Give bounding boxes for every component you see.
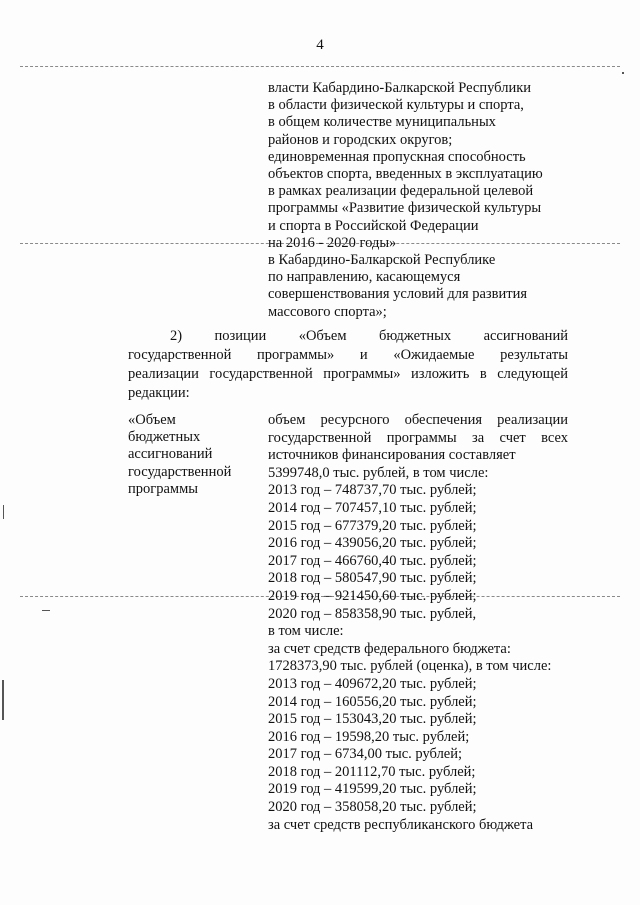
table-content-line: 5399748,0 тыс. рублей, в том числе: (268, 464, 489, 481)
table-content-line: 1728373,90 тыс. рублей (оценка), в том числе: (268, 658, 552, 675)
paragraph-line-1-word: позиции (214, 328, 267, 344)
table-content-line: за счет средств федерального бюджета: (268, 640, 511, 657)
table-content-head-word: счет (499, 429, 526, 446)
continued-line: программы «Развитие физической культуры (268, 200, 542, 217)
paragraph-line-2-word: результаты (500, 347, 568, 363)
table-content-head-word: реализации (497, 412, 568, 428)
table-content-line: 2016 год – 19598,20 тыс. рублей; (268, 728, 470, 745)
table-content-head-word: обеспечения (404, 412, 483, 428)
table-content-line: в том числе: (268, 623, 344, 640)
scan-mark-left-edge (2, 680, 4, 720)
table-label-line: бюджетных (128, 429, 201, 446)
continued-line: в общем количестве муниципальных (268, 114, 496, 131)
paragraph-line-1-word: ассигнований (483, 328, 568, 344)
paragraph-line-1-word: «Объем (298, 328, 347, 344)
table-content-line: 2016 год – 439056,20 тыс. рублей; (268, 535, 477, 552)
table-content-line: 2014 год – 707457,10 тыс. рублей; (268, 499, 477, 516)
paragraph-line-3-word: изложить (411, 366, 470, 382)
paragraph-line-4: редакции: (128, 385, 190, 401)
continued-line: и спорта в Российской Федерации (268, 217, 479, 234)
continued-line: единовременная пропускная способность (268, 148, 526, 165)
continued-line: объектов спорта, введенных в эксплуатацию (268, 166, 543, 183)
table-content-head-word: объем (268, 412, 306, 428)
continued-indicators-block (268, 80, 543, 321)
table-label-line: государственной (128, 463, 232, 480)
table-content-column (268, 412, 568, 834)
scan-mark-left-dot (3, 505, 4, 519)
table-content-line: 2013 год – 748737,70 тыс. рублей; (268, 482, 477, 499)
paragraph-line-2-word: государственной (128, 347, 232, 363)
table-label-line: программы (128, 480, 198, 497)
paragraph-line-3-word: следующей (497, 366, 568, 382)
table-content-line: 2017 год – 6734,00 тыс. рублей; (268, 746, 463, 763)
continued-line: по направлению, касающемуся (268, 269, 461, 286)
continued-line: совершенствования условий для развития (268, 286, 528, 303)
table-content-head-word: государственной (268, 429, 372, 446)
paragraph-line-2-word: программы» (257, 347, 335, 363)
continued-line: в Кабардино-Балкарской Республике (268, 252, 496, 269)
paragraph-line-1-word: бюджетных (378, 328, 452, 344)
paragraph-line-3-word: государственной (209, 366, 313, 382)
table-content-head-word: всех (541, 429, 568, 446)
continued-line: районов и городских округов; (268, 131, 453, 148)
paragraph-line-1 (128, 327, 568, 346)
page-number: 4 (316, 37, 324, 53)
paragraph-line-3 (128, 365, 568, 384)
table-content-head-word: за (472, 429, 485, 446)
table-content-line: 2015 год – 677379,20 тыс. рублей; (268, 517, 477, 534)
scan-line-top (20, 66, 620, 67)
table-content-line: 2020 год – 358058,20 тыс. рублей; (268, 799, 477, 816)
scan-mark-dash-left (42, 610, 50, 611)
continued-line: массового спорта»; (268, 303, 387, 320)
continued-line: в области физической культуры и спорта, (268, 97, 524, 114)
continued-line: на 2016 - 2020 годы» (268, 234, 397, 251)
table-content-line: 2013 год – 409672,20 тыс. рублей; (268, 675, 477, 692)
table-content-line: источников финансирования составляет (268, 447, 516, 464)
scan-mark-right-dot (622, 72, 624, 74)
table-content-head-word: программы (386, 429, 457, 446)
table-content-line: 2017 год – 466760,40 тыс. рублей; (268, 552, 477, 569)
table-label-column (128, 412, 231, 498)
paragraph-line-2 (128, 346, 568, 365)
table-content-head-line (268, 430, 568, 448)
table-label-line: ассигнований (128, 446, 213, 463)
paragraph-line-2-word: и (359, 347, 368, 363)
table-label-line: «Объем (128, 412, 176, 428)
amendment-paragraph (128, 327, 568, 403)
table-content-line: за счет средств республиканского бюджета (268, 816, 534, 833)
paragraph-line-3-word: в (479, 366, 487, 382)
table-content-line: 2015 год – 153043,20 тыс. рублей; (268, 711, 477, 728)
paragraph-line-3-word: реализации (128, 366, 199, 382)
continued-line: власти Кабардино-Балкарской Республики (268, 80, 532, 96)
table-content-head-line (268, 412, 568, 430)
table-content-line: 2014 год – 160556,20 тыс. рублей; (268, 693, 477, 710)
table-content-head-word: ресурсного (320, 412, 390, 428)
continued-line: в рамках реализации федеральной целевой (268, 183, 534, 200)
paragraph-line-2-word: «Ожидаемые (393, 347, 475, 363)
table-content-line: 2019 год – 419599,20 тыс. рублей; (268, 781, 477, 798)
table-content-line: 2018 год – 580547,90 тыс. рублей; (268, 570, 477, 587)
table-content-line: 2020 год – 858358,90 тыс. рублей, (268, 605, 477, 622)
table-content-line: 2018 год – 201112,70 тыс. рублей; (268, 763, 476, 780)
paragraph-line-1-word: 2) (170, 328, 183, 344)
paragraph-line-3-word: программы» (323, 366, 401, 382)
table-content-line: 2019 год – 921450,60 тыс. рублей; (268, 587, 477, 604)
